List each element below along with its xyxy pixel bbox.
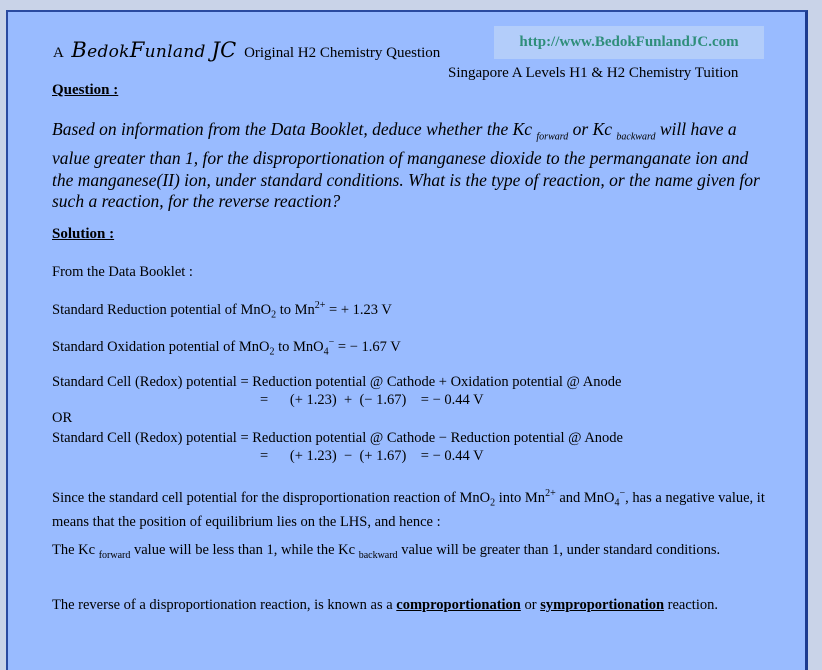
brand-logo: BedokFunland JC [71,38,237,62]
question-heading: Question : [52,82,119,98]
equilibrium-explanation: Since the standard cell potential for the disproportionation reaction of MnO$_2$ into $Mn^{2+}$ and MnO$_4$−, has a negative value, it means that the position of equilibrium lies on the LHS, and hence : [52,488,765,530]
or-separator: OR [52,410,73,426]
cell-potential-formula-2: Standard Cell (Redox) potential = Reduction potential @ Cathode − Reduction potential @ Anode [52,430,623,446]
website-link[interactable]: http://www.BedokFunlandJC.com [494,26,764,59]
header-line [53,38,440,62]
cell-potential-calc-2: = (+ 1.23) − (+ 1.67) = − 0.44 V [260,448,484,464]
header-suffix: Original H2 Chemistry Question [244,45,441,61]
kc-conclusion: The Kc $_{forward}$ value will be less than 1, while the Kc $_{backward}$ value will be greater than 1, under standard conditions. [52,542,721,561]
symproportionation-term: symproportionation [540,597,665,613]
cell-potential-calc-1: = (+ 1.23) + (− 1.67) = − 0.44 V [260,392,484,408]
tuition-tagline: Singapore A Levels H1 & H2 Chemistry Tuition [448,65,739,81]
reverse-reaction-answer: The reverse of a disproportionation reaction, is known as a comproportionation or symproportionation reaction. [52,597,718,613]
question-text: Based on information from the Data Booklet, deduce whether the Kc $_{forward}$ or Kc $_{backward}$ will have a value greater than 1, for the disproportionation of manganese dioxide to the permanganate ion and the manganese(II) ion, under standard conditions. What is the type of reaction, or the name given for such a reaction, for the reverse reaction? [52,119,760,211]
oxidation-potential-line: Standard Oxidation potential of MnO$_2$ to MnO$_4$− = − 1.67 V [52,337,401,358]
reduction-potential-line: Standard Reduction potential of MnO$_2$ to $Mn^{2+}$ = + 1.23 V [52,300,392,321]
solution-heading: Solution : [52,226,115,242]
cell-potential-formula-1: Standard Cell (Redox) potential = Reduction potential @ Cathode + Oxidation potential @ Anode [52,374,622,390]
content-page [6,10,808,670]
comproportionation-term: comproportionation [396,597,521,613]
header-prefix: A [53,45,64,61]
data-booklet-intro: From the Data Booklet : [52,264,193,280]
